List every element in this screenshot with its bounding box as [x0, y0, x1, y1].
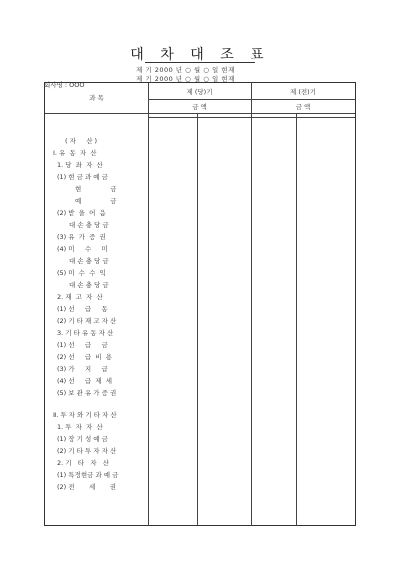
account-item: (2) 전 세 권 [57, 483, 117, 491]
account-item: Ⅰ. 유 동 자 산 [53, 149, 97, 157]
account-item: 대 손 충 당 금 [69, 257, 109, 265]
account-item: 대 손 충 당 금 [69, 221, 109, 229]
period-previous: 제 기 2000 년 ○ 월 ○ 일 현재 [136, 75, 235, 83]
balance-sheet-table [44, 82, 356, 526]
account-item: (2) 선 급 비 용 [57, 353, 112, 361]
account-item: (3) 유 가 증 권 [57, 233, 106, 241]
account-item: (2) 기 타 투 자 자 산 [57, 447, 117, 455]
account-item: (2) 받 을 어 음 [57, 209, 106, 217]
company-name: 회사명 : OOO [44, 81, 85, 89]
account-item: (2) 기 타 재 고 자 산 [57, 317, 117, 325]
header-bottom-line-double [148, 117, 355, 118]
account-item: 대 손 충 당 금 [69, 281, 109, 289]
account-item: (4) 미 수 미 [57, 245, 108, 253]
account-item: (1) 선 급 금 [57, 341, 108, 349]
header-previous-amount: 금 액 [295, 103, 311, 111]
account-item: (5) 미 수 수 익 [57, 269, 106, 277]
header-previous-period: 제 (전)기 [290, 88, 316, 96]
account-item: 1. 당 좌 자 산 [57, 161, 103, 169]
account-item: Ⅱ. 투 자 와 기 타 자 산 [53, 411, 117, 419]
document-title: 대 차 대 조 표 [130, 47, 270, 63]
account-item: (5) 보 관 유 가 증 권 [57, 389, 117, 397]
header-row-divider [148, 99, 355, 100]
account-item: (1) 특정현금 과 예 금 [57, 471, 119, 479]
header-bottom-line [45, 113, 355, 114]
period-current: 제 기 2000 년 ○ 월 ○ 일 현재 [136, 66, 235, 74]
account-item: 1. 투 자 자 산 [57, 423, 103, 431]
divider-current-previous [251, 83, 252, 525]
account-item: (1) 현 금 과 예 금 [57, 173, 108, 181]
account-item: 2. 재 고 자 산 [57, 293, 103, 301]
section-assets: ( 자 산 ) [65, 137, 98, 145]
account-item: 2. 기 타 자 산 [57, 459, 109, 467]
account-item: (4) 선 급 제 세 [57, 377, 112, 385]
account-item: 현 금 [75, 185, 117, 193]
header-current-amount: 금 액 [192, 103, 207, 111]
divider-current-subcol [197, 113, 198, 525]
header-account: 과 목 [89, 94, 104, 102]
account-item: 예 금 [75, 197, 117, 205]
divider-previous-subcol [296, 113, 297, 525]
account-item: (1) 장 기 성 예 금 [57, 435, 108, 443]
header-current-period: 제 (당)기 [186, 88, 213, 96]
divider-account-current [148, 83, 149, 525]
account-item: 3. 기 타 유 동 자 산 [57, 329, 114, 337]
title-underline [145, 62, 255, 63]
account-item: (3) 가 지 급 [57, 365, 108, 373]
account-item: (1) 선 급 동 [57, 305, 108, 313]
